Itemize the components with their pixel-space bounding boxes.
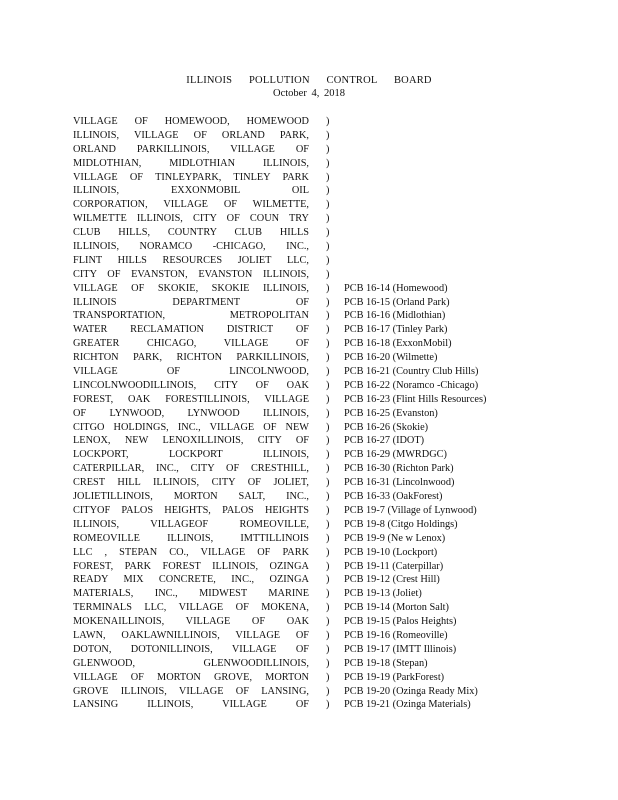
- party-text: VILLAGE OF SKOKIE, SKOKIE ILLINOIS,: [73, 282, 309, 294]
- case-number: PCB 16-31 (Lincolnwood): [344, 477, 455, 489]
- case-number: PCB 16-14 (Homewood): [344, 282, 448, 294]
- case-number: PCB 19-17 (IMTT Illinois): [344, 643, 457, 655]
- case-number: PCB 19-19 (ParkForest): [344, 671, 445, 683]
- party-text: LLC , STEPAN CO., VILLAGE OF PARK: [73, 546, 309, 558]
- caption-paren: ): [326, 143, 330, 155]
- caption-row: [73, 365, 513, 379]
- case-number: PCB 19-18 (Stepan): [344, 657, 428, 669]
- caption-paren: ): [326, 129, 330, 141]
- party-text: DOTON, DOTONILLINOIS, VILLAGE OF: [73, 643, 309, 655]
- caption-row: [73, 337, 513, 351]
- party-text: VILLAGE OF LINCOLNWOOD,: [73, 366, 309, 378]
- case-number: PCB 16-30 (Richton Park): [344, 463, 454, 475]
- case-number: PCB 16-23 (Flint Hills Resources): [344, 393, 487, 405]
- case-number: PCB 19-13 (Joliet): [344, 588, 422, 600]
- caption-paren: ): [326, 421, 330, 433]
- party-text: LANSING ILLINOIS, VILLAGE OF: [73, 699, 309, 711]
- caption-row: [73, 226, 513, 240]
- case-number: PCB 16-18 (ExxonMobil): [344, 338, 452, 350]
- caption-paren: ): [326, 379, 330, 391]
- caption-paren: ): [326, 532, 330, 544]
- caption-row: [73, 115, 513, 129]
- party-text: CATERPILLAR, INC., CITY OF CRESTHILL,: [73, 463, 309, 475]
- caption-paren: ): [326, 157, 330, 169]
- caption-row: [73, 212, 513, 226]
- caption-paren: ): [326, 407, 330, 419]
- caption-paren: ): [326, 254, 330, 266]
- caption-paren: ): [326, 435, 330, 447]
- caption-paren: ): [326, 699, 330, 711]
- party-text: ILLINOIS DEPARTMENT OF: [73, 296, 309, 308]
- caption-row: [73, 587, 513, 601]
- party-text: LENOX, NEW LENOXILLINOIS, CITY OF: [73, 435, 309, 447]
- party-text: ILLINOIS, VILLAGEOF ROMEOVILLE,: [73, 518, 309, 530]
- party-text: CORPORATION, VILLAGE OF WILMETTE,: [73, 199, 309, 211]
- case-number: PCB 19-14 (Morton Salt): [344, 602, 449, 614]
- case-number: PCB 16-15 (Orland Park): [344, 296, 450, 308]
- caption-row: [73, 240, 513, 254]
- caption-row: [73, 379, 513, 393]
- caption-paren: ): [326, 671, 330, 683]
- caption-row: [73, 143, 513, 157]
- caption-row: [73, 462, 513, 476]
- caption-row: [73, 546, 513, 560]
- party-text: CLUB HILLS, COUNTRY CLUB HILLS: [73, 227, 309, 239]
- caption-paren: ): [326, 574, 330, 586]
- caption-paren: ): [326, 282, 330, 294]
- case-number: PCB 19-15 (Palos Heights): [344, 616, 457, 628]
- caption-row: [73, 282, 513, 296]
- caption-row: [73, 184, 513, 198]
- caption-paren: ): [326, 241, 330, 253]
- caption-paren: ): [326, 560, 330, 572]
- party-text: WATER RECLAMATION DISTRICT OF: [73, 324, 309, 336]
- case-number: PCB 16-25 (Evanston): [344, 407, 438, 419]
- party-text: FOREST, OAK FORESTILLINOIS, VILLAGE: [73, 393, 309, 405]
- caption-row: [73, 198, 513, 212]
- case-number: PCB 19-20 (Ozinga Ready Mix): [344, 685, 478, 697]
- order-date: October 4, 2018: [273, 88, 345, 99]
- party-text: FLINT HILLS RESOURCES JOLIET LLC,: [73, 254, 309, 266]
- caption-paren: ): [326, 616, 330, 628]
- caption-paren: ): [326, 116, 330, 127]
- caption-row: [73, 323, 513, 337]
- party-text: JOLIETILLINOIS, MORTON SALT, INC.,: [73, 491, 309, 503]
- party-text: ROMEOVILLE ILLINOIS, IMTTILLINOIS: [73, 532, 309, 544]
- party-text: VILLAGE OF HOMEWOOD, HOMEWOOD: [73, 116, 309, 127]
- case-number: PCB 16-21 (Country Club Hills): [344, 366, 479, 378]
- case-caption: [73, 115, 513, 712]
- case-number: PCB 19-21 (Ozinga Materials): [344, 699, 471, 711]
- party-text: CITYOF PALOS HEIGHTS, PALOS HEIGHTS: [73, 504, 309, 516]
- caption-paren: ): [326, 199, 330, 211]
- case-number: PCB 19-16 (Romeoville): [344, 629, 448, 641]
- caption-row: [73, 268, 513, 282]
- party-text: LINCOLNWOODILLINOIS, CITY OF OAK: [73, 379, 309, 391]
- caption-paren: ): [326, 657, 330, 669]
- case-number: PCB 16-27 (IDOT): [344, 435, 425, 447]
- party-text: ILLINOIS, VILLAGE OF ORLAND PARK,: [73, 129, 309, 141]
- case-number: PCB 16-20 (Wilmette): [344, 352, 438, 364]
- party-text: GLENWOOD, GLENWOODILLINOIS,: [73, 657, 309, 669]
- party-text: TRANSPORTATION, METROPOLITAN: [73, 310, 309, 322]
- party-text: ORLAND PARKILLINOIS, VILLAGE OF: [73, 143, 309, 155]
- caption-row: [73, 685, 513, 699]
- caption-paren: ): [326, 518, 330, 530]
- case-number: PCB 16-22 (Noramco -Chicago): [344, 379, 479, 391]
- party-text: CITGO HOLDINGS, INC., VILLAGE OF NEW: [73, 421, 309, 433]
- case-number: PCB 16-33 (OakForest): [344, 491, 443, 503]
- caption-row: [73, 296, 513, 310]
- caption-row: [73, 490, 513, 504]
- caption-paren: ): [326, 185, 330, 197]
- party-text: TERMINALS LLC, VILLAGE OF MOKENA,: [73, 602, 309, 614]
- caption-paren: ): [326, 352, 330, 364]
- case-number: PCB 19-11 (Caterpillar): [344, 560, 444, 572]
- caption-paren: ): [326, 393, 330, 405]
- caption-paren: ): [326, 324, 330, 336]
- caption-row: [73, 309, 513, 323]
- party-text: ILLINOIS, NORAMCO -CHICAGO, INC.,: [73, 241, 309, 253]
- caption-row: [73, 504, 513, 518]
- case-number: PCB 16-26 (Skokie): [344, 421, 429, 433]
- caption-row: [73, 254, 513, 268]
- caption-row: [73, 129, 513, 143]
- case-number: PCB 19-9 (Ne w Lenox): [344, 532, 446, 544]
- caption-row: [73, 393, 513, 407]
- caption-row: [73, 643, 513, 657]
- caption-row: [73, 476, 513, 490]
- caption-paren: ): [326, 463, 330, 475]
- case-number: PCB 19-8 (Citgo Holdings): [344, 518, 458, 530]
- caption-row: [73, 629, 513, 643]
- caption-row: [73, 532, 513, 546]
- party-text: GREATER CHICAGO, VILLAGE OF: [73, 338, 309, 350]
- case-number: PCB 16-29 (MWRDGC): [344, 449, 447, 461]
- party-text: FOREST, PARK FOREST ILLINOIS, OZINGA: [73, 560, 309, 572]
- party-text: LAWN, OAKLAWNILLINOIS, VILLAGE OF: [73, 629, 309, 641]
- caption-row: [73, 671, 513, 685]
- party-text: RICHTON PARK, RICHTON PARKILLINOIS,: [73, 352, 309, 364]
- caption-row: [73, 615, 513, 629]
- caption-paren: ): [326, 366, 330, 378]
- case-number: PCB 16-16 (Midlothian): [344, 310, 446, 322]
- party-text: CITY OF EVANSTON, EVANSTON ILLINOIS,: [73, 268, 309, 280]
- caption-paren: ): [326, 227, 330, 239]
- party-text: MATERIALS, INC., MIDWEST MARINE: [73, 588, 309, 600]
- caption-paren: ): [326, 213, 330, 225]
- caption-row: [73, 434, 513, 448]
- caption-row: [73, 698, 513, 712]
- caption-row: [73, 157, 513, 171]
- caption-paren: ): [326, 588, 330, 600]
- caption-paren: ): [326, 685, 330, 697]
- caption-paren: ): [326, 477, 330, 489]
- caption-paren: ): [326, 491, 330, 503]
- caption-row: [73, 351, 513, 365]
- caption-row: [73, 601, 513, 615]
- caption-row: [73, 657, 513, 671]
- caption-paren: ): [326, 449, 330, 461]
- caption-row: [73, 573, 513, 587]
- caption-paren: ): [326, 643, 330, 655]
- party-text: WILMETTE ILLINOIS, CITY OF COUN TRY: [73, 213, 309, 225]
- party-text: READY MIX CONCRETE, INC., OZINGA: [73, 574, 309, 586]
- party-text: GROVE ILLINOIS, VILLAGE OF LANSING,: [73, 685, 309, 697]
- party-text: LOCKPORT, LOCKPORT ILLINOIS,: [73, 449, 309, 461]
- caption-paren: ): [326, 310, 330, 322]
- party-text: OF LYNWOOD, LYNWOOD ILLINOIS,: [73, 407, 309, 419]
- party-text: ILLINOIS, EXXONMOBIL OIL: [73, 185, 309, 197]
- caption-paren: ): [326, 268, 330, 280]
- case-number: PCB 19-10 (Lockport): [344, 546, 438, 558]
- caption-paren: ): [326, 296, 330, 308]
- caption-paren: ): [326, 504, 330, 516]
- caption-paren: ): [326, 629, 330, 641]
- agency-title: ILLINOIS POLLUTION CONTROL BOARD: [186, 75, 432, 86]
- party-text: MIDLOTHIAN, MIDLOTHIAN ILLINOIS,: [73, 157, 309, 169]
- caption-row: [73, 407, 513, 421]
- case-number: PCB 19-7 (Village of Lynwood): [344, 504, 477, 516]
- caption-row: [73, 560, 513, 574]
- caption-paren: ): [326, 338, 330, 350]
- case-number: PCB 16-17 (Tinley Park): [344, 324, 448, 336]
- caption-paren: ): [326, 171, 330, 183]
- caption-row: [73, 448, 513, 462]
- case-number: PCB 19-12 (Crest Hill): [344, 574, 440, 586]
- party-text: MOKENAILLINOIS, VILLAGE OF OAK: [73, 616, 309, 628]
- caption-row: [73, 421, 513, 435]
- caption-row: [73, 518, 513, 532]
- party-text: VILLAGE OF TINLEYPARK, TINLEY PARK: [73, 171, 309, 183]
- party-text: VILLAGE OF MORTON GROVE, MORTON: [73, 671, 309, 683]
- party-text: CREST HILL ILLINOIS, CITY OF JOLIET,: [73, 477, 309, 489]
- caption-paren: ): [326, 546, 330, 558]
- caption-row: [73, 171, 513, 185]
- caption-paren: ): [326, 602, 330, 614]
